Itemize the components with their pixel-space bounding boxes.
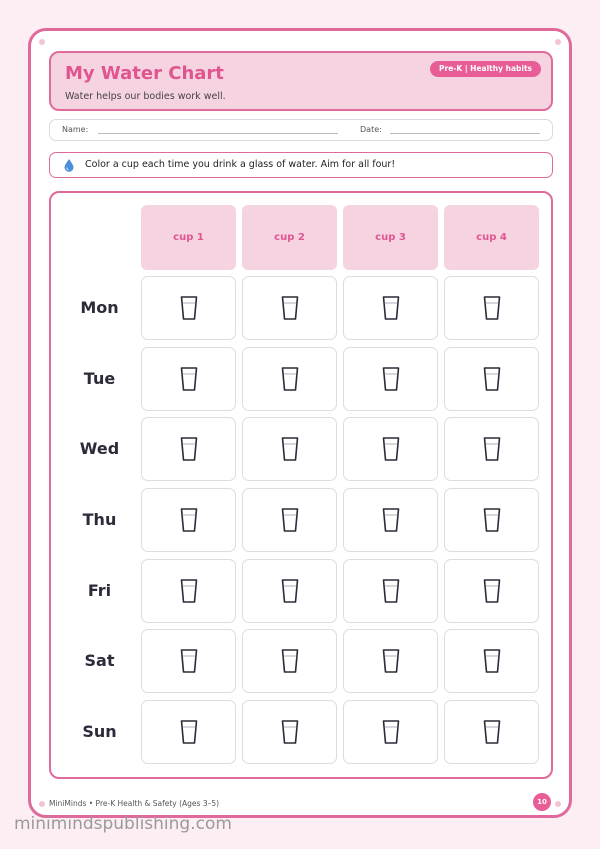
- cup-icon: [483, 295, 501, 321]
- cup-icon: [281, 366, 299, 392]
- corner-dot: [39, 801, 45, 807]
- day-label: Tue: [83, 369, 116, 388]
- cup-icon: [281, 719, 299, 745]
- worksheet-page: [28, 28, 572, 818]
- cup-icon: [382, 719, 400, 745]
- corner-dot: [39, 39, 45, 45]
- cup-cell[interactable]: [141, 559, 236, 623]
- page-subtitle: Water helps our bodies work well.: [65, 91, 226, 102]
- cup-icon: [180, 366, 198, 392]
- cup-cell[interactable]: [242, 488, 337, 552]
- name-date-bar: [49, 119, 553, 141]
- cup-icon: [382, 648, 400, 674]
- cup-cell[interactable]: [141, 417, 236, 481]
- day-label: Thu: [82, 510, 117, 529]
- cup-cell[interactable]: [444, 559, 539, 623]
- cup-cell[interactable]: [444, 276, 539, 340]
- name-label: Name:: [62, 125, 89, 134]
- cup-cell[interactable]: [444, 347, 539, 411]
- cup-icon: [382, 578, 400, 604]
- cup-cell[interactable]: [343, 700, 438, 764]
- cup-cell[interactable]: [444, 417, 539, 481]
- cup-icon: [382, 507, 400, 533]
- cup-icon: [281, 648, 299, 674]
- cup-icon: [382, 436, 400, 462]
- cup-icon: [281, 578, 299, 604]
- column-header: cup 2: [242, 205, 337, 270]
- cup-icon: [483, 436, 501, 462]
- cup-cell[interactable]: [141, 629, 236, 693]
- cup-icon: [281, 295, 299, 321]
- cup-icon: [180, 436, 198, 462]
- cup-icon: [180, 507, 198, 533]
- day-label: Fri: [87, 581, 112, 600]
- water-drop-icon: [63, 158, 75, 172]
- page-number: 10: [533, 793, 551, 811]
- cup-icon: [180, 578, 198, 604]
- cup-icon: [483, 366, 501, 392]
- cup-icon: [281, 436, 299, 462]
- cup-cell[interactable]: [444, 700, 539, 764]
- cup-cell[interactable]: [242, 700, 337, 764]
- cup-cell[interactable]: [343, 488, 438, 552]
- cup-cell[interactable]: [444, 629, 539, 693]
- category-badge: Pre-K | Healthy habits: [430, 61, 541, 77]
- page-title: My Water Chart: [65, 63, 224, 84]
- corner-dot: [555, 801, 561, 807]
- cup-cell[interactable]: [242, 559, 337, 623]
- cup-cell[interactable]: [242, 417, 337, 481]
- cup-cell[interactable]: [444, 488, 539, 552]
- cup-cell[interactable]: [141, 347, 236, 411]
- instruction-text: Color a cup each time you drink a glass of water. Aim for all four!: [85, 159, 396, 170]
- cup-cell[interactable]: [343, 559, 438, 623]
- day-label: Sun: [82, 722, 117, 741]
- cup-icon: [483, 719, 501, 745]
- cup-icon: [180, 648, 198, 674]
- cup-cell[interactable]: [343, 629, 438, 693]
- cup-cell[interactable]: [242, 629, 337, 693]
- date-field[interactable]: [390, 133, 540, 134]
- cup-icon: [180, 295, 198, 321]
- cup-icon: [382, 295, 400, 321]
- cup-cell[interactable]: [141, 488, 236, 552]
- corner-dot: [555, 39, 561, 45]
- cup-icon: [180, 719, 198, 745]
- cup-icon: [483, 578, 501, 604]
- cup-cell[interactable]: [242, 347, 337, 411]
- column-header: cup 3: [343, 205, 438, 270]
- cup-cell[interactable]: [343, 417, 438, 481]
- cup-icon: [281, 507, 299, 533]
- cup-cell[interactable]: [343, 347, 438, 411]
- cup-cell[interactable]: [141, 276, 236, 340]
- column-header: cup 4: [444, 205, 539, 270]
- footer-text: MiniMinds • Pre-K Health & Safety (Ages 3–5): [49, 799, 220, 808]
- day-label: Wed: [79, 439, 120, 458]
- cup-icon: [483, 507, 501, 533]
- day-label: Mon: [80, 298, 119, 317]
- name-field[interactable]: [98, 133, 338, 134]
- date-label: Date:: [360, 125, 382, 134]
- header-banner: [49, 51, 553, 111]
- day-label: Sat: [84, 651, 115, 670]
- water-chart-grid: [49, 191, 553, 779]
- cup-icon: [382, 366, 400, 392]
- cup-cell[interactable]: [242, 276, 337, 340]
- cup-cell[interactable]: [343, 276, 438, 340]
- instruction-box: [49, 152, 553, 178]
- watermark: minimindspublishing.com: [14, 814, 232, 834]
- column-header: cup 1: [141, 205, 236, 270]
- cup-cell[interactable]: [141, 700, 236, 764]
- cup-icon: [483, 648, 501, 674]
